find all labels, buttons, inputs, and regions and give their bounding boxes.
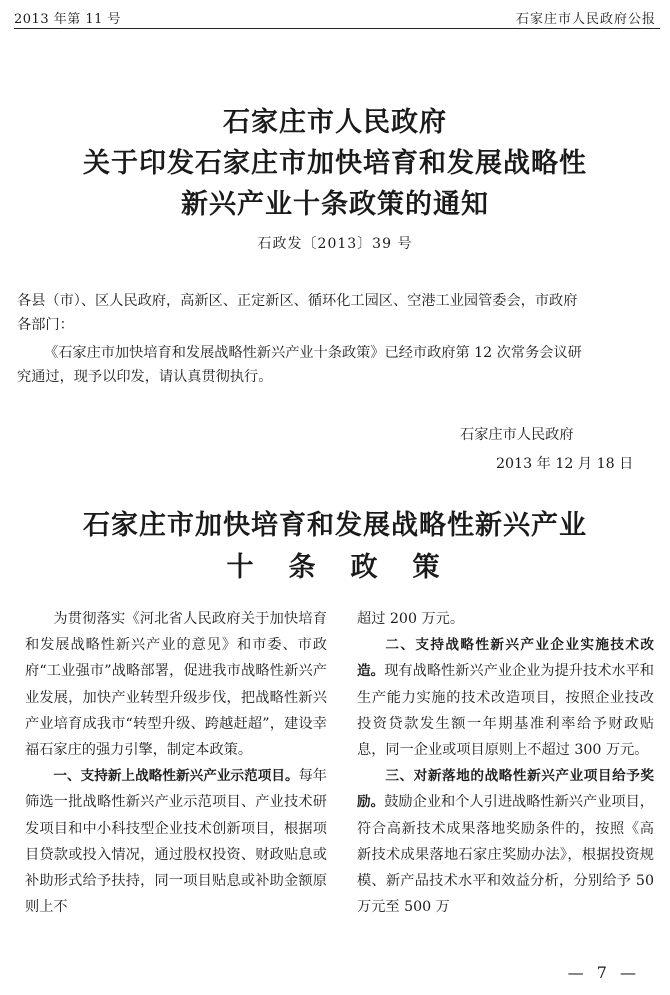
- addressee-line-1: 各县（市）、区人民政府，高新区、正定新区、循环化工园区、空港工业园管委会，市政府: [17, 293, 578, 309]
- item-1-paragraph: [25, 763, 327, 920]
- document-number: 石政发〔2013〕39 号: [257, 236, 413, 252]
- item-2-heading: 二、支持战略性新兴产业企业实施技术改造。: [357, 637, 654, 680]
- notice-body-line-2: 究通过，现予以印发，请认真贯彻执行。: [17, 369, 273, 385]
- policy-title-line-1: 石家庄市加快培育和发展战略性新兴产业: [83, 510, 587, 541]
- notice-title-line-1: 石家庄市人民政府: [223, 107, 447, 138]
- issuer-signature: 石家庄市人民政府: [460, 427, 574, 443]
- intro-paragraph: 为贯彻落实《河北省人民政府关于加快培育和发展战略性新兴产业的意见》和市委、市政府“工业强市”战略部署，促进我市战略性新兴产业发展，加快产业转型升级步伐，把战略性新兴产业培育成我市“转型升级、跨越赶超”，建设幸福石家庄的强力引擎，制定本政策。: [25, 611, 327, 759]
- notice-title-line-3: 新兴产业十条政策的通知: [181, 189, 489, 220]
- item-2-paragraph: [357, 632, 654, 763]
- issue-label: 2013 年第 11 号: [14, 12, 122, 27]
- item-1-heading: 一、支持新上战略性新兴产业示范项目。: [53, 768, 299, 785]
- publication-name: 石家庄市人民政府公报: [515, 12, 656, 27]
- notice-body-line-1: 《石家庄市加快培育和发展战略性新兴产业十条政策》已经市政府第 12 次常务会议研: [44, 345, 582, 361]
- item-3-heading: 三、对新落地的战略性新兴产业项目给予奖励。: [357, 768, 654, 811]
- item-1-continuation: 超过 200 万元。: [357, 611, 465, 627]
- item-3-paragraph: [357, 763, 654, 920]
- notice-title-line-2: 关于印发石家庄市加快培育和发展战略性: [83, 148, 587, 179]
- addressee-line-2: 各部门：: [17, 317, 74, 333]
- right-column: [357, 606, 654, 920]
- item-1-text: 每年筛选一批战略性新兴产业示范项目、产业技术研发项目和中小科技型企业技术创新项目，根据项目贷款或投入情况，通过股权投资、财政贴息或补助形式给予扶持，同一项目贴息或补助金额原则上不: [25, 768, 327, 916]
- notice-body: [17, 341, 657, 389]
- issue-date: 2013 年 12 月 18 日: [496, 456, 634, 472]
- left-column: [25, 606, 327, 920]
- policy-title-line-2: 十 条 政 策: [226, 552, 444, 583]
- addressee: [17, 289, 657, 337]
- page-number: — 7 —: [567, 963, 640, 982]
- item-2-text: 现有战略性新兴产业企业为提升技术水平和生产能力实施的技术改造项目，按照企业技改投资贷款发生额一年期基准利率给予财政贴息，同一企业或项目原则上不超过 300 万元。: [357, 663, 654, 759]
- running-header: [14, 6, 660, 29]
- item-3-text: 鼓励企业和个人引进战略性新兴产业项目，符合高新技术成果落地奖励条件的，按照《高新技术成果落地石家庄奖励办法》，根据投资规模、新产品技术水平和效益分析，分别给予 50 万元至 500 万: [357, 794, 654, 916]
